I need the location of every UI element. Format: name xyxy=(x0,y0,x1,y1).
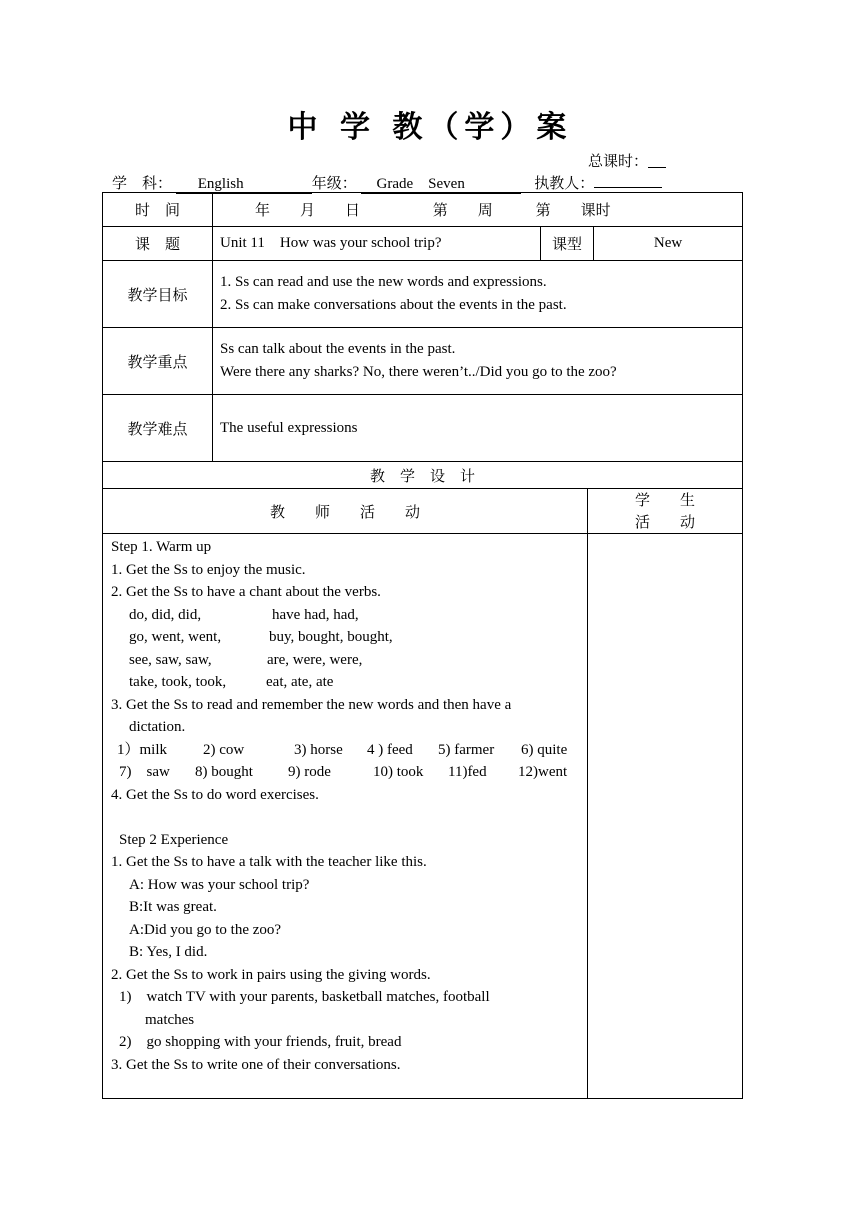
objectives-row xyxy=(103,261,743,328)
word-item: 12)went xyxy=(518,764,568,780)
topic-value: Unit 11 How was your school trip? xyxy=(213,227,541,261)
key-points-row xyxy=(103,328,743,395)
lesson-type-label: 课型 xyxy=(541,227,594,261)
word-item: 10) took xyxy=(373,764,424,780)
content-line: 1. Get the Ss to have a talk with the teacher like this. xyxy=(111,854,427,870)
total-periods xyxy=(588,150,666,171)
content-line: Step 1. Warm up xyxy=(111,539,212,555)
objective-line: 2. Ss can make conversations about the events in the past. xyxy=(220,297,567,313)
content-line: 2) go shopping with your friends, fruit, bread xyxy=(119,1034,402,1050)
design-header: 教 学 设 计 xyxy=(103,462,743,489)
period-text: 第 课时 xyxy=(535,201,611,219)
word-item: 8) bought xyxy=(195,764,253,780)
topic-label: 课 题 xyxy=(103,227,213,261)
teacher-blank xyxy=(594,173,662,188)
word-item: 5) farmer xyxy=(438,741,495,758)
difficulties-label: 教学难点 xyxy=(103,395,213,462)
subject-value: English xyxy=(176,176,312,194)
verb-chant-right: buy, bought, bought, xyxy=(269,629,393,645)
time-cell xyxy=(213,193,743,227)
page-title: 中 学 教（学）案 xyxy=(287,110,573,145)
word-item: 7) saw xyxy=(119,764,170,780)
content-line: 2. Get the Ss to work in pairs using the giving words. xyxy=(111,966,431,983)
blank-line xyxy=(111,806,579,829)
teacher-activity-content xyxy=(103,534,588,1099)
content-row xyxy=(103,534,743,1099)
teacher-activity-header: 教 师 活 动 xyxy=(103,489,588,534)
word-item: 9) rode xyxy=(288,764,331,780)
content-line: A: How was your school trip? xyxy=(129,876,310,893)
content-line: Step 2 Experience xyxy=(119,831,229,848)
activity-header-row xyxy=(103,489,743,534)
lesson-plan-table xyxy=(102,192,743,1099)
word-item: 4 ) feed xyxy=(367,741,413,758)
key-point-line: Ss can talk about the events in the past. xyxy=(220,341,456,357)
content-line: B:It was great. xyxy=(129,899,217,915)
word-list-row xyxy=(111,739,579,762)
subject-label: 学 科： xyxy=(112,174,173,192)
content-line: 1. Get the Ss to enjoy the music. xyxy=(111,561,306,578)
word-item: 3) horse xyxy=(294,741,343,758)
time-label: 时 间 xyxy=(103,193,213,227)
word-item: 2) cow xyxy=(203,741,245,758)
verb-chant-left: see, saw, saw, xyxy=(129,651,212,668)
student-activity-content xyxy=(588,534,743,1099)
design-header-row xyxy=(103,462,743,489)
time-row xyxy=(103,193,743,227)
content-line: 2. Get the Ss to have a chant about the verbs. xyxy=(111,584,381,600)
verb-chant-row xyxy=(111,626,579,649)
verb-chant-left: go, went, went, xyxy=(129,629,222,645)
verb-chant-right: have had, had, xyxy=(272,606,359,623)
grade-value: Grade Seven xyxy=(361,172,521,194)
teacher-label: 执教人： xyxy=(534,174,595,192)
objective-line: 1. Ss can read and use the new words and expressions. xyxy=(220,274,547,290)
content-line: 3. Get the Ss to read and remember the new words and then have a xyxy=(111,696,512,713)
content-line: 3. Get the Ss to write one of their conversations. xyxy=(111,1056,401,1073)
content-line: dictation. xyxy=(129,719,186,735)
meta-row xyxy=(112,172,662,194)
date-text: 年 月 日 xyxy=(255,201,361,219)
content-line: matches xyxy=(145,1011,195,1028)
verb-chant-row xyxy=(111,649,579,672)
key-point-line: Were there any sharks? No, there weren’t../Did you go to the zoo? xyxy=(220,364,617,380)
objectives-content xyxy=(213,261,743,328)
word-item: 6) quite xyxy=(521,741,568,758)
week-text: 第 周 xyxy=(432,201,493,219)
lesson-type-value: New xyxy=(594,227,743,261)
topic-row xyxy=(103,227,743,261)
key-points-label: 教学重点 xyxy=(103,328,213,395)
word-item: 11)fed xyxy=(448,764,487,780)
verb-chant-right: eat, ate, ate xyxy=(266,674,334,690)
objectives-label: 教学目标 xyxy=(103,261,213,328)
verb-chant-row xyxy=(111,604,579,627)
content-line: A:Did you go to the zoo? xyxy=(129,921,282,938)
total-periods-label: 总课时： xyxy=(588,152,649,170)
difficulties-value: The useful expressions xyxy=(213,395,743,462)
word-list-row xyxy=(111,761,579,784)
content-line: 1) watch TV with your parents, basketball matches, football xyxy=(119,989,490,1005)
total-periods-blank xyxy=(648,153,666,168)
key-points-content xyxy=(213,328,743,395)
verb-chant-left: do, did, did, xyxy=(129,606,202,623)
content-line: B: Yes, I did. xyxy=(129,944,208,960)
verb-chant-row xyxy=(111,671,579,694)
difficulties-row xyxy=(103,395,743,462)
verb-chant-left: take, took, took, xyxy=(129,674,227,690)
word-item: 1）milk xyxy=(117,741,168,758)
content-line: 4. Get the Ss to do word exercises. xyxy=(111,786,319,803)
student-activity-header: 学 生 活 动 xyxy=(588,489,743,534)
grade-label: 年级： xyxy=(311,174,357,192)
verb-chant-right: are, were, were, xyxy=(267,651,363,668)
